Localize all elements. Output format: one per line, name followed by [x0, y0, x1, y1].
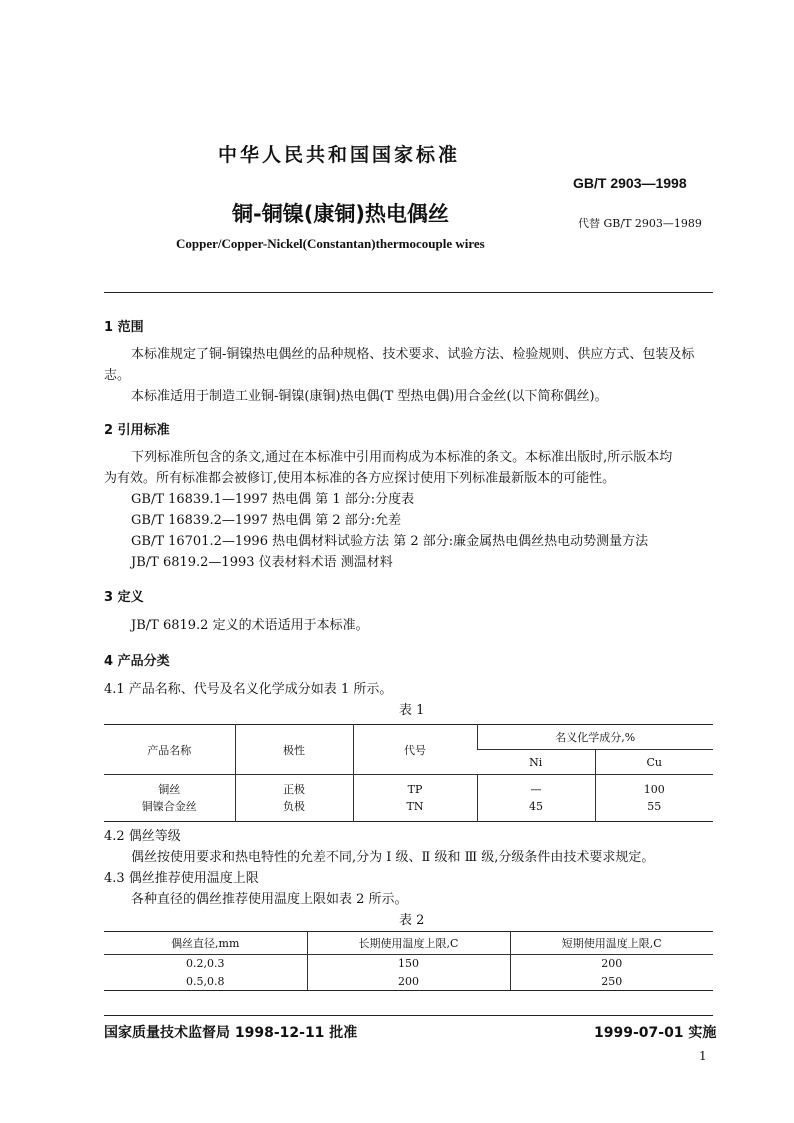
- table-1-cell: 45: [477, 797, 595, 821]
- table-2-cell: 200: [510, 955, 713, 973]
- table-row: [104, 797, 713, 821]
- page-number: 1: [699, 1049, 707, 1063]
- table-2-caption: 表 2: [399, 913, 425, 928]
- section-1-para-1-line-2: 志。: [104, 368, 131, 383]
- section-4-2-text: 偶丝按使用要求和热电特性的允差不同,分为 Ⅰ 级、Ⅱ 级和 Ⅲ 级,分级条件由技术要求规定。: [131, 850, 655, 865]
- table-2-cell: 200: [307, 973, 510, 991]
- section-1-heading: 1 范围: [104, 320, 144, 335]
- approval-info: 国家质量技术监督局 1998-12-11 批准: [104, 1025, 358, 1041]
- national-standard-title: 中华人民共和国国家标准: [218, 144, 461, 166]
- table-2-header-long-term: 长期使用温度上限,C: [307, 932, 510, 955]
- table-2-cell: 0.2,0.3: [186, 957, 225, 971]
- implementation-date: 1999-07-01 实施: [594, 1025, 717, 1041]
- table-1-cell: TP: [353, 775, 477, 798]
- table-row: [104, 973, 713, 991]
- section-1-para-1-line-1: 本标准规定了铜-铜镍热电偶丝的品种规格、技术要求、试验方法、检验规则、供应方式、包装及标: [131, 347, 695, 362]
- section-1-para-2: 本标准适用于制造工业铜-铜镍(康铜)热电偶(T 型热电偶)用合金丝(以下简称偶丝)。: [131, 389, 608, 404]
- reference-item: GB/T 16839.1—1997 热电偶 第 1 部分:分度表: [131, 492, 415, 507]
- table-1-cell: 铜镍合金丝: [141, 800, 197, 814]
- table-1-header-polarity: 极性: [235, 725, 353, 775]
- table-1-cell: 100: [595, 775, 713, 798]
- replaces-standard: 代替 GB/T 2903—1989: [578, 217, 702, 230]
- table-2-header-diameter: 偶丝直径,mm: [104, 932, 307, 955]
- section-4-heading: 4 产品分类: [104, 654, 170, 669]
- section-4-3-text: 各种直径的偶丝推荐使用温度上限如表 2 所示。: [131, 892, 408, 907]
- english-title: Copper/Copper-Nickel(Constantan)thermocouple wires: [176, 236, 485, 251]
- standard-number: GB/T 2903—1998: [573, 175, 687, 191]
- table-1-cell: 负极: [235, 797, 353, 821]
- table-2: [104, 931, 713, 991]
- table-1-header-ni: Ni: [477, 750, 595, 775]
- header-divider: [104, 292, 713, 293]
- table-2-cell: 0.5,0.8: [186, 974, 225, 988]
- table-1-header-composition: 名义化学成分,%: [477, 725, 713, 750]
- table-2-cell: 250: [510, 973, 713, 991]
- table-2-header-short-term: 短期使用温度上限,C: [510, 932, 713, 955]
- table-1-cell: 55: [595, 797, 713, 821]
- table-1-cell: 铜丝: [158, 783, 181, 796]
- table-1-header-name: 产品名称: [104, 725, 235, 775]
- table-1-caption: 表 1: [399, 703, 425, 718]
- table-row: [104, 775, 713, 798]
- section-2-para-line-2: 为有效。所有标准都会被修订,使用本标准的各方应探讨使用下列标准最新版本的可能性。: [104, 471, 616, 486]
- table-1-cell: TN: [353, 797, 477, 821]
- table-1: [104, 724, 713, 822]
- section-4-3-heading: 4.3 偶丝推荐使用温度上限: [104, 871, 259, 886]
- section-2-para-line-1: 下列标准所包含的条文,通过在本标准中引用而构成为本标准的条文。本标准出版时,所示版本均: [131, 450, 673, 465]
- footer-divider: [104, 1015, 713, 1016]
- reference-item: JB/T 6819.2—1993 仪表材料术语 测温材料: [131, 555, 393, 570]
- table-row: [104, 955, 713, 973]
- table-1-header-cu: Cu: [595, 750, 713, 775]
- table-1-header-code: 代号: [353, 725, 477, 775]
- section-4-2-heading: 4.2 偶丝等级: [104, 829, 181, 844]
- section-2-heading: 2 引用标准: [104, 423, 170, 438]
- reference-item: GB/T 16701.2—1996 热电偶材料试验方法 第 2 部分:廉金属热电偶丝热电动势测量方法: [131, 534, 649, 549]
- table-2-cell: 150: [307, 955, 510, 973]
- document-title: 铜-铜镍(康铜)热电偶丝: [232, 202, 449, 226]
- section-3-para: JB/T 6819.2 定义的术语适用于本标准。: [131, 618, 369, 633]
- section-3-heading: 3 定义: [104, 590, 144, 605]
- table-1-cell: 正极: [235, 775, 353, 798]
- table-1-cell: —: [477, 775, 595, 798]
- section-4-1-text: 4.1 产品名称、代号及名义化学成分如表 1 所示。: [104, 682, 393, 697]
- reference-item: GB/T 16839.2—1997 热电偶 第 2 部分:允差: [131, 513, 402, 528]
